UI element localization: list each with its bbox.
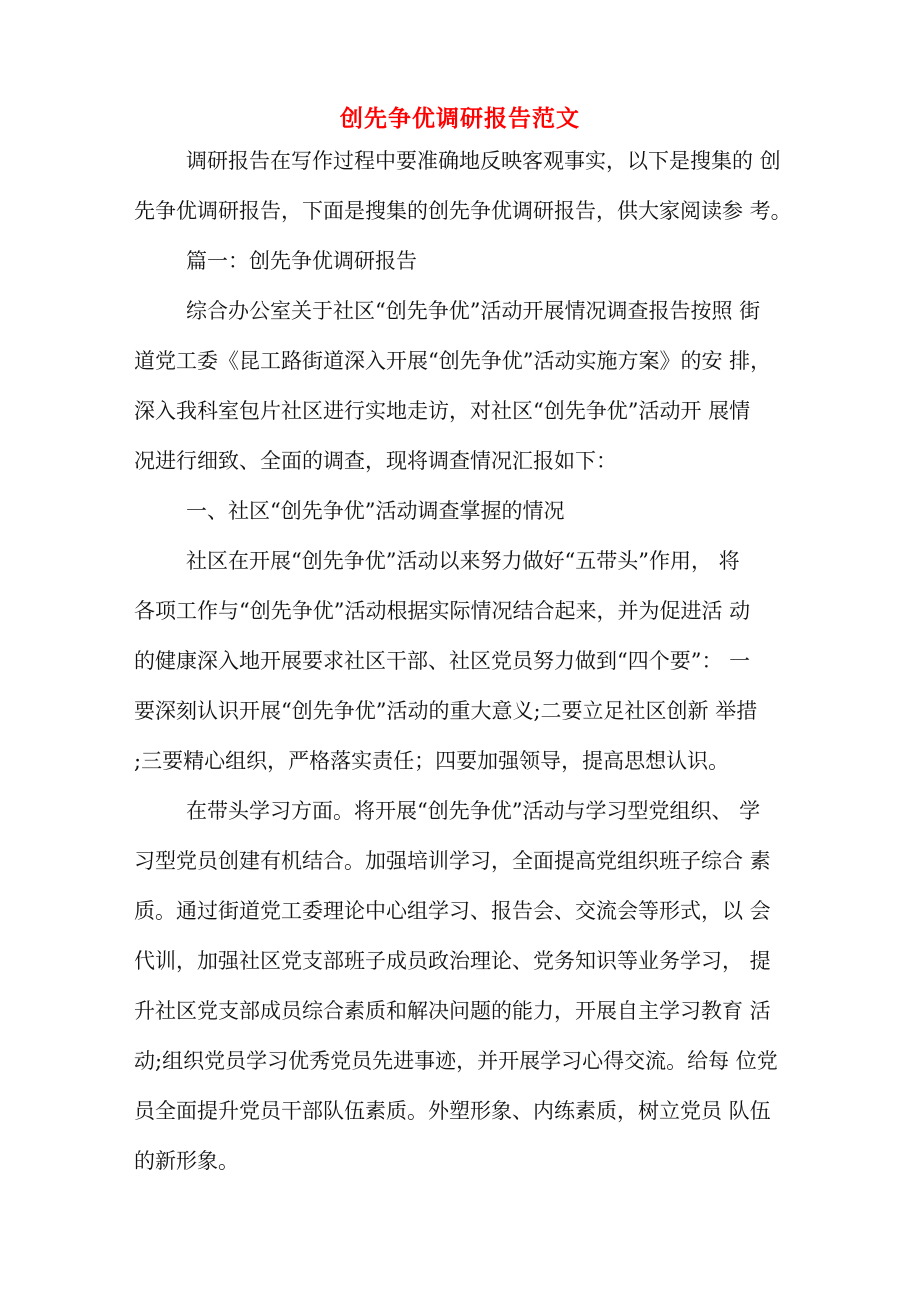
section-heading: 篇一：创先争优调研报告 — [186, 249, 417, 273]
paragraph-line: 况进行细致、全面的调查，现将调查情况汇报如下： — [134, 449, 617, 473]
paragraph-line: 深入我科室包片社区进行实地走访，对社区“创先争优”活动开 展情 — [134, 399, 751, 423]
paragraph-line: 各项工作与“创先争优”活动根据实际情况结合起来，并为促进活 动 — [134, 599, 751, 623]
paragraph-line: 质。通过街道党工委理论中心组学习、报告会、交流会等形式，以 会 — [134, 899, 771, 923]
paragraph-line: 的健康深入地开展要求社区干部、社区党员努力做到“四个要”： 一 — [134, 649, 751, 673]
paragraph-line: 动;组织党员学习优秀党员先进事迹，并开展学习心得交流。给每 位党 — [134, 1049, 778, 1073]
paragraph-line: 调研报告在写作过程中要准确地反映客观事实，以下是搜集的 创 — [186, 149, 781, 173]
paragraph-line: 先争优调研报告，下面是搜集的创先争优调研报告，供大家阅读参 考。 — [134, 199, 792, 223]
paragraph-line: 综合办公室关于社区“创先争优”活动开展情况调查报告按照 街 — [186, 299, 761, 323]
document-title: 创先争优调研报告范文 — [340, 105, 580, 132]
paragraph-line: 社区在开展“创先争优”活动以来努力做好“五带头”作用， 将 — [186, 549, 740, 573]
paragraph-line: 道党工委《昆工路街道深入开展“创先争优”活动实施方案》的安 排， — [134, 349, 772, 373]
paragraph-line: 在带头学习方面。将开展“创先争优”活动与学习型党组织、 学 — [186, 799, 761, 823]
paragraph-line: 员全面提升党员干部队伍素质。外塑形象、内练素质，树立党员 队伍 — [134, 1099, 771, 1123]
paragraph-line: 代训，加强社区党支部班子成员政治理论、党务知识等业务学习， 提 — [134, 949, 771, 973]
paragraph-line: 的新形象。 — [134, 1149, 239, 1173]
paragraph-line: 升社区党支部成员综合素质和解决问题的能力，开展自主学习教育 活 — [134, 999, 771, 1023]
paragraph-line: 要深刻认识开展“创先争优”活动的重大意义;二要立足社区创新 举措 — [134, 699, 758, 723]
paragraph-line: ;三要精心组织，严格落实责任；四要加强领导，提高思想认识。 — [134, 749, 730, 773]
section-heading: 一、社区“创先争优”活动调查掌握的情况 — [186, 499, 565, 523]
paragraph-line: 习型党员创建有机结合。加强培训学习，全面提高党组织班子综合 素 — [134, 849, 771, 873]
